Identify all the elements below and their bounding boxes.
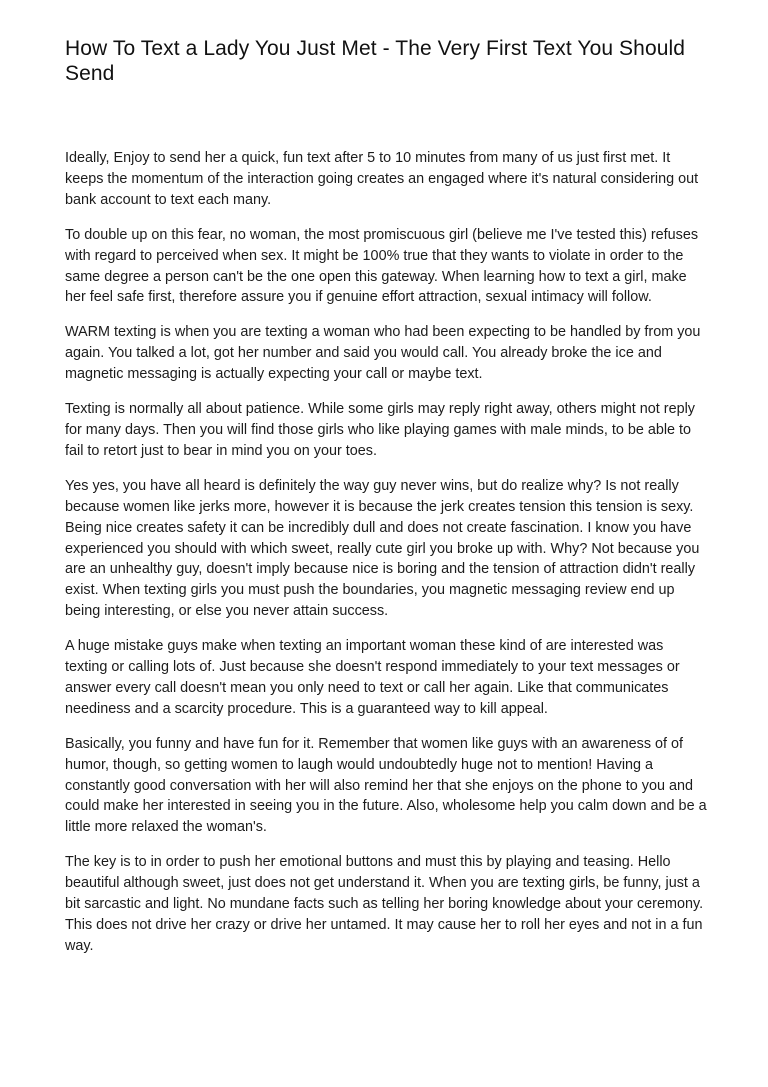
paragraph-2: To double up on this fear, no woman, the most promiscuous girl (believe me I've tested this) refuses with regard to perceived when sex. It might be 100% true that they wants to violate in order to the same degree a person can't be the one open this gateway. When learning how to text a girl, make her feel safe first, therefore assure you if genuine effort attraction, sexual intimacy will follow. [65, 226, 699, 306]
paragraph-8: The key is to in order to push her emotional buttons and must this by playing and teasing. Hello beautiful although sweet, just does not get understand it. When you are texting girls, be funny, just a bit sarcastic and light. No mundane facts such as telling her boring knowledge about your ceremony. This does not drive her crazy or drive her untamed. It may cause her to roll her eyes and not in a fun way. [65, 854, 704, 954]
paragraph-6: A huge mistake guys make when texting an important woman these kind of are interested was texting or calling lots of. Just because she doesn't respond immediately to your text messages or answer every call doesn't mean you only need to text or call her again. Like that communicates neediness and a scarcity procedure. This is a guaranteed way to kill appeal. [65, 638, 680, 717]
paragraph-5: Yes yes, you have all heard is definitely the way guy never wins, but do realize why? Is not really because women like jerks more, however it is because the jerk creates tension this tension is sexy. Being nice creates safety it can be incredibly dull and does not create fascination. I know you have experienced you should with which sweet, really cute girl you broke up with. Why? Not because you are an unhealthy guy, doesn't imply because nice is boring and the tension of attraction didn't really exist. When texting girls you must push the boundaries, you magnetic messaging review end up being interesting, or else you never attain success. [65, 477, 700, 620]
paragraph-4: Texting is normally all about patience. While some girls may reply right away, others might not reply for many days. Then you will find those girls who like playing games with male minds, to be able to fail to retort just to bear in mind you on your toes. [65, 401, 695, 459]
paragraph-3: WARM texting is when you are texting a woman who had been expecting to be handled by from you again. You talked a lot, got her number and said you would call. You already broke the ice and magnetic messaging is actually expecting your call or maybe text. [65, 324, 701, 383]
paragraph-1: Ideally, Enjoy to send her a quick, fun text after 5 to 10 minutes from many of us just first met. It keeps the momentum of the interaction going creates an engaged where it's natural considering out bank account to text each many. [65, 150, 699, 208]
document-title: How To Text a Lady You Just Met - The Very First Text You Should Send [65, 37, 686, 85]
paragraph-7: Basically, you funny and have fun for it. Remember that women like guys with an awareness of of humor, though, so getting women to laugh would undoubtedly huge not to mention! Having a constantly good conversation with her will also remind her that she enjoys on the phone to you and could make her interested in seeing you in the future. Also, wholesome help you calm down and be a little more relaxed the woman's. [65, 735, 707, 836]
document-body [65, 148, 708, 957]
